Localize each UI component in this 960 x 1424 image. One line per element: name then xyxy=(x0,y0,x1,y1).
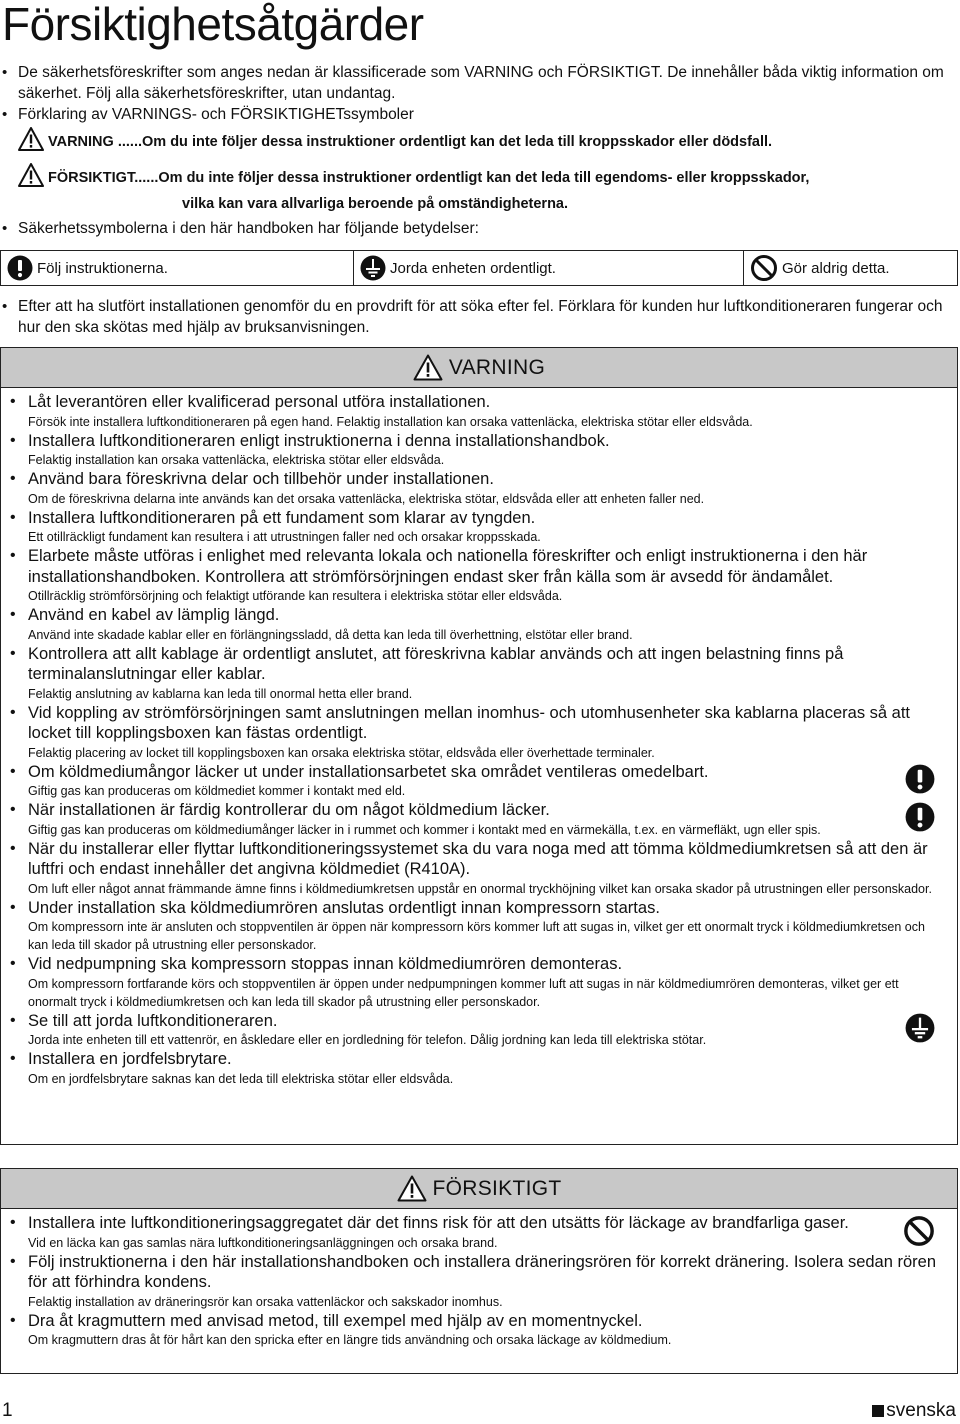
symbol-legend xyxy=(0,250,958,286)
warning-triangle-icon xyxy=(18,127,44,158)
list-item xyxy=(1,1049,957,1088)
item-sub-text: Försök inte installera luftkonditioneraren på egen hand. Felaktig installation kan orsaka vattenläcka, elektriska stötar eller eldsvåda. xyxy=(28,414,753,429)
item-main-text: • Om köldmediumångor läcker ut under installationsarbetet ska området ventileras omedelbart. xyxy=(28,762,709,781)
item-main-text: • Dra åt kragmuttern med anvisad metod, till exempel med hjälp av en momentnyckel. xyxy=(28,1311,643,1330)
item-main-text: • Använd en kabel av lämplig längd. xyxy=(28,606,280,624)
exclamation-icon xyxy=(905,802,935,837)
intro-bullet-symbol-explanation: • Förklaring av VARNINGS- och FÖRSIKTIGHETssymboler xyxy=(0,104,960,125)
language-tag xyxy=(872,1400,956,1422)
list-item xyxy=(1,469,957,508)
item-main-text: • När installationen är färdig kontrollerar du om något köldmedium läcker. xyxy=(28,801,550,819)
item-main-text: • Använd bara föreskrivna delar och tillbehör under installationen. xyxy=(28,470,494,488)
list-item xyxy=(1,1252,957,1311)
prohibited-icon xyxy=(903,1215,935,1252)
intro-section xyxy=(0,62,960,239)
item-sub-text: Giftig gas kan produceras om köldmediet kommer i kontakt med eld. xyxy=(28,784,406,798)
item-main-text: • Se till att jorda luftkonditioneraren. xyxy=(28,1011,278,1030)
legend-never xyxy=(744,251,957,285)
exclamation-icon xyxy=(7,255,33,281)
caution-list xyxy=(1,1209,957,1353)
legend-follow xyxy=(1,251,354,285)
item-sub-text: Felaktig placering av locket till kopplingsboxen kan orsaka elektriska stötar, eldsvåda eller överhettade terminaler. xyxy=(28,745,655,760)
caution-definition xyxy=(0,163,960,215)
warning-definition-text: ......Om du inte följer dessa instruktioner ordentligt kan det leda till kroppsskador eller dödsfall. xyxy=(117,134,773,150)
prohibited-icon xyxy=(750,254,778,282)
caution-box-title: FÖRSIKTIGT xyxy=(432,1176,562,1200)
legend-ground xyxy=(354,251,744,285)
item-sub-text: Jorda inte enheten till ett vattenrör, en åskledare eller en jordledning för telefon. Dålig jordning kan leda till elektriska stötar. xyxy=(28,1033,707,1047)
item-main-text: • Följ instruktionerna i den här installationshandboken och installera dräneringsrören för korrekt dränering. Isolera sedan rören för att förhindra kondens. xyxy=(28,1252,937,1291)
legend-follow-label: Följ instruktionerna. xyxy=(37,259,168,277)
item-main-text: • Installera luftkonditioneraren enligt instruktionerna i denna installationshandbok. xyxy=(28,431,610,450)
caution-triangle-icon xyxy=(18,163,44,194)
after-installation-text: • Efter att ha slutfört installationen genomför du en provdrift för att söka efter fel. Förklara för kunden hur luftkonditioneraren fungerar och hur den ska skötas med hjälp av bruksanvisningen. xyxy=(0,296,960,338)
item-sub-text: Om en jordfelsbrytare saknas kan det leda till elektriska stötar eller eldsvåda. xyxy=(28,1071,454,1086)
list-item xyxy=(1,1011,957,1050)
item-sub-text: Om kompressorn inte är ansluten och stoppventilen är öppen när kompressorn körs kommer luft att sugas in, vilket ger ett onormalt tryck i köldmediumkretsen och kan leda till skador på utrustning eller personskador. xyxy=(28,920,925,952)
item-sub-text: Använd inte skadade kablar eller en förlängningssladd, då detta kan leda till överhettning, elstötar eller brand. xyxy=(28,627,633,642)
item-sub-text: Giftig gas kan produceras om köldmediumånger läcker in i rummet och kommer i kontakt med en värmekälla, t.ex. en värmefläkt, ugn eller spis. xyxy=(28,822,821,837)
item-sub-text: Vid en läcka kan gas samlas nära luftkonditioneringsanläggningen och orsaka brand. xyxy=(28,1235,498,1250)
page-number: 1 xyxy=(2,1400,13,1421)
item-main-text: • Låt leverantören eller kvalificerad personal utföra installationen. xyxy=(28,393,491,411)
item-main-text: • Under installation ska köldmediumrören anslutas ordentligt innan kompressorn startas. xyxy=(28,898,660,917)
list-item xyxy=(1,546,957,605)
item-main-text: • Vid koppling av strömförsörjningen samt anslutningen mellan inomhus- och utomhusenheter ska kablarna placeras så att locket till kopplingsboxen kan fästas ordentligt. xyxy=(28,703,911,742)
caution-definition-text: ......Om du inte följer dessa instruktioner ordentligt kan det leda till egendoms- eller kroppsskador, xyxy=(134,170,810,186)
caution-box xyxy=(0,1168,958,1374)
item-sub-text: Felaktig anslutning av kablarna kan leda till onormal hetta eller brand. xyxy=(28,686,413,701)
item-main-text: • Installera inte luftkonditioneringsaggregatet där det finns risk för att den utsätts för läckage av brandfarliga gaser. xyxy=(28,1214,849,1232)
exclamation-icon xyxy=(905,764,935,799)
ground-icon xyxy=(905,1013,935,1048)
warning-definition xyxy=(0,127,960,158)
list-item xyxy=(1,898,957,955)
item-sub-text: Om de föreskrivna delarna inte används kan det orsaka vattenläcka, elektriska stötar, eldsvåda eller att enheten faller ned. xyxy=(28,491,705,506)
item-sub-text: Felaktig installation av dräneringsrör kan orsaka vattenläckor och sakskador inomhus. xyxy=(28,1294,503,1309)
list-item xyxy=(1,800,957,839)
warning-box xyxy=(0,347,958,1145)
list-item xyxy=(1,839,957,898)
list-item xyxy=(1,605,957,644)
item-main-text: • Installera luftkonditioneraren på ett fundament som klarar av tyngden. xyxy=(28,508,536,527)
item-sub-text: Felaktig installation kan orsaka vattenläcka, elektriska stötar eller eldsvåda. xyxy=(28,453,445,467)
intro-bullet-symbols-meaning: • Säkerhetssymbolerna i den här handboken har följande betydelser: xyxy=(0,218,960,239)
list-item xyxy=(1,703,957,762)
list-item xyxy=(1,392,957,431)
caution-definition-label: FÖRSIKTIGT xyxy=(48,170,135,186)
warning-box-title: VARNING xyxy=(448,355,546,379)
caution-definition-text-cont: vilka kan vara allvarliga beroende på omständigheterna. xyxy=(182,196,569,212)
item-sub-text: Ett otillräckligt fundament kan resultera i att utrustningen faller ned och orsakar kroppsskada. xyxy=(28,530,541,544)
item-sub-text: Otillräcklig strömförsörjning och felaktigt utförande kan resultera i elektriska stötar eller eldsvåda. xyxy=(28,589,563,603)
after-installation-note xyxy=(0,296,960,338)
item-main-text: • Vid nedpumpning ska kompressorn stoppas innan köldmediumrören demonteras. xyxy=(28,955,623,973)
item-main-text: • Elarbete måste utföras i enlighet med relevanta lokala och nationella föreskrifter och enligt instruktionerna i den här installationshandboken. Kontrollera att strömförsörjningen endast sker från källa som är avsedd för ändamålet. xyxy=(28,547,868,586)
item-main-text: • När du installerar eller flyttar luftkonditioneringssystemet ska du vara noga med att tömma köldmediumkretsen så att den är luftfri och endast innehåller det angivna köldmediet (R410A). xyxy=(28,839,928,878)
warning-triangle-icon xyxy=(413,354,443,381)
item-main-text: • Installera en jordfelsbrytare. xyxy=(28,1050,232,1068)
list-item xyxy=(1,1213,957,1252)
language-square-icon xyxy=(872,1405,884,1417)
list-item xyxy=(1,762,957,801)
warning-box-header xyxy=(1,348,957,388)
language-label: svenska xyxy=(886,1400,956,1421)
caution-triangle-icon xyxy=(397,1175,427,1202)
list-item xyxy=(1,431,957,470)
item-sub-text: Om kragmuttern dras åt för hårt kan den spricka efter en längre tids användning och orsaka läckage av köldmedium. xyxy=(28,1333,672,1347)
warning-definition-label: VARNING xyxy=(48,134,118,150)
warning-list xyxy=(1,388,957,1092)
list-item xyxy=(1,1311,957,1350)
item-sub-text: Om kompressorn fortfarande körs och stoppventilen är öppen under nedpumpningen kommer luft att sugas in när köldmediumrören demonteras, vilket ger ett onormalt tryck i köldmediumkretsen och kan leda till skador på utrustning eller personskador. xyxy=(28,976,899,1009)
ground-icon xyxy=(360,255,386,281)
intro-bullet-classification: • De säkerhetsföreskrifter som anges nedan är klassificerade som VARNING och FÖRSIKTIGT. De innehåller båda viktig information om säkerhet. Följ alla säkerhetsföreskrifter, utan undantag. xyxy=(0,62,960,104)
list-item xyxy=(1,644,957,703)
page-title: Försiktighetsåtgärder xyxy=(2,0,424,50)
legend-ground-label: Jorda enheten ordentligt. xyxy=(390,259,556,277)
list-item xyxy=(1,954,957,1011)
legend-never-label: Gör aldrig detta. xyxy=(782,259,890,277)
item-sub-text: Om luft eller något annat främmande ämne finns i köldmediumkretsen uppstår en onormal tryckhöjning vilket kan orsaka skador på utrustningen eller personskador. xyxy=(28,881,932,896)
caution-box-header xyxy=(1,1169,957,1209)
list-item xyxy=(1,508,957,547)
item-main-text: • Kontrollera att allt kablage är ordentligt anslutet, att föreskrivna kablar används och att ingen belastning finns på terminalanslutningar eller kablar. xyxy=(28,644,844,683)
